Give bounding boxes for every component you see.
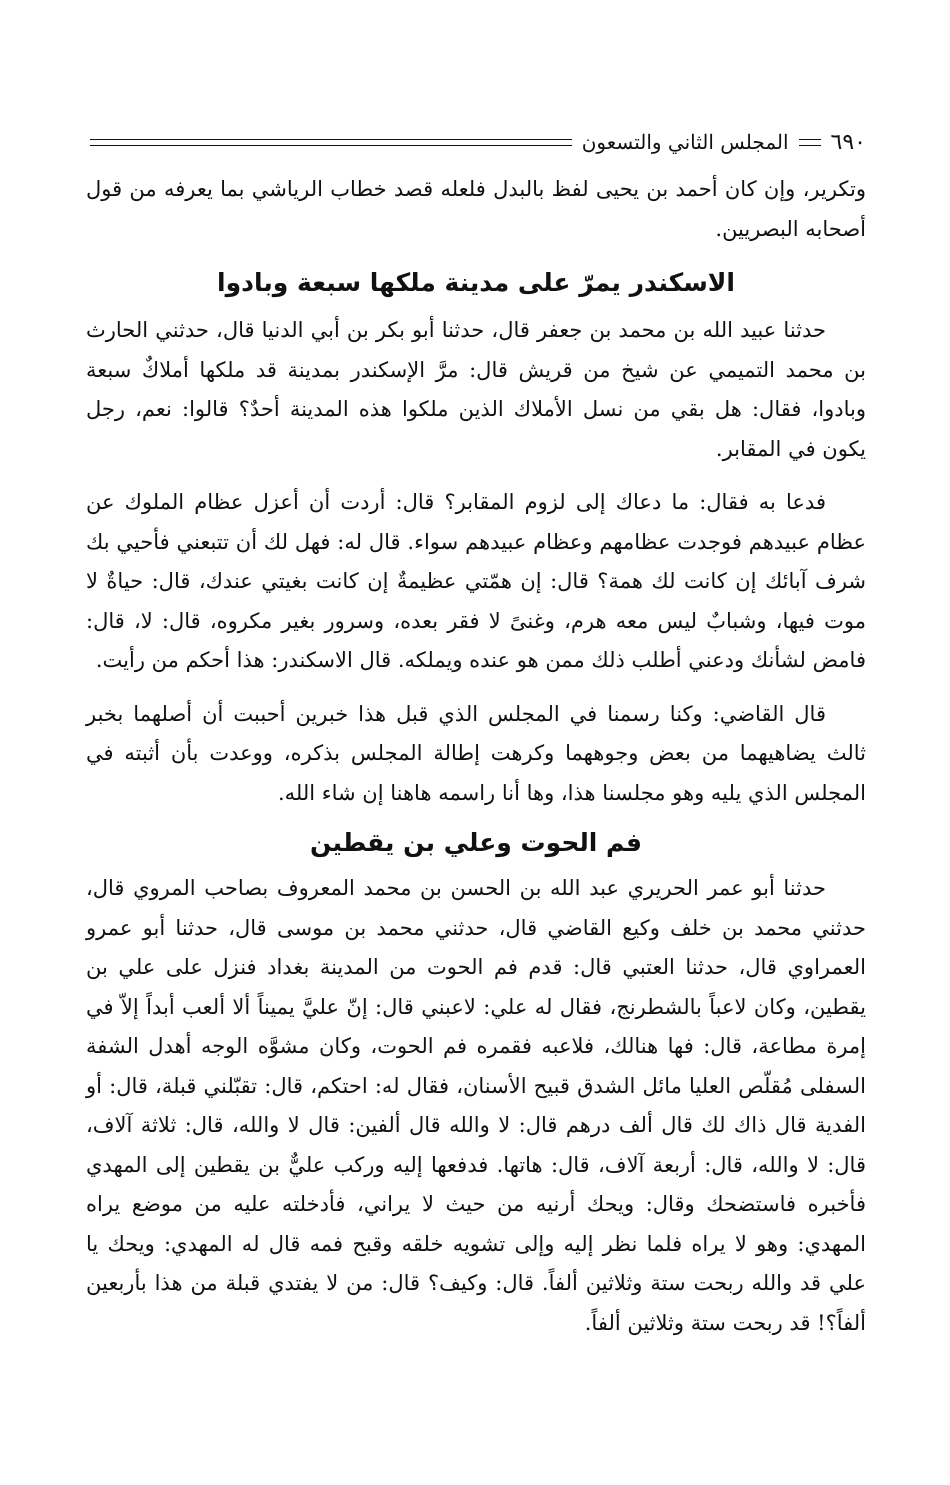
paragraph-fam-alhut: حدثنا أبو عمر الحريري عبد الله بن الحسن بن محمد المعروف بصاحب المروي قال، حدثني محمد بن خلف وكيع القاضي قال، حدثني محمد بن موسى قال، حدثنا أبو عمرو العمراوي قال، حدثنا العتبي قال: قدم فم الحوت من المدينة بغداد فنزل على علي بن يقطين، وكان لاعباً بالشطرنج، فقال له علي: لاعبني قال: إنّ عليَّ يميناً ألا ألعب أبداً إلاّ في إمرة مطاعة، قال: فها هنالك، فلاعبه فقمره فم الحوت، وكان مشوَّه الوجه أهدل الشفة السفلى مُقلّص العليا مائل الشدق قبيح الأسنان، فقال له: احتكم، قال: تقبّلني قبلة، قال: أو الفدية قال ذاك لك قال ألف درهم قال: لا والله قال ألفين: قال لا والله، قال: ثلاثة آلاف، قال: لا والله، قال: أربعة آلاف، قال: هاتها. فدفعها إليه وركب عليٌّ بن يقطين إلى المهدي فأخبره فاستضحك وقال: ويحك أرنيه من حيث لا يراني، فأدخلته عليه من موضع يراه المهدي: وهو لا يراه فلما نظر إليه وإلى تشويه خلقه وقبح فمه قال له المهدي: ويحك يا علي قد والله ربحت ستة وثلاثين ألفاً. قال: وكيف؟ قال: من لا يفتدي قبلة من هذا بأربعين ألفاً؟! قد ربحت ستة وثلاثين ألفاً. [86, 876, 866, 1335]
paragraph-alexander-2: فدعا به فقال: ما دعاك إلى لزوم المقابر؟ قال: أردت أن أعزل عظام الملوك عن عظام عبيدهم فوجدت عظامهم وعظام عبيدهم سواء. قال له: فهل لك أن تتبعني فأحيي بك شرف آبائك إن كانت لك همة؟ قال: إن همّتي عظيمةٌ إن كانت بغيتي عندك، قال: حياةٌ لا موت فيها، وشبابٌ ليس معه هرم، وغنىً لا فقر بعده، وسرور بغير مكروه، قال: لا، قال: فامض لشأنك ودعني أطلب ذلك ممن هو عنده ويملكه. قال الاسكندر: هذا أحكم من رأيت. [86, 490, 866, 672]
page-body [86, 170, 866, 1343]
running-title: المجلس الثاني والتسعون [581, 130, 789, 154]
paragraph-gap [86, 681, 866, 695]
section-heading-alexander: الاسكندر يمرّ على مدينة ملكها سبعة وبادوا [217, 268, 735, 297]
paragraph-gap [86, 469, 866, 483]
paragraph-intro: وتكرير، وإن كان أحمد بن يحيى لفظ بالبدل فلعله قصد خطاب الرياشي بما يعرفه من قول أصحابه البصريين. [86, 177, 866, 241]
header-rule-right [90, 139, 572, 146]
paragraph-alexander-1: حدثنا عبيد الله بن محمد بن جعفر قال، حدثنا أبو بكر بن أبي الدنيا قال، حدثني الحارث بن محمد التميمي عن شيخ من قريش قال: مرَّ الإسكندر بمدينة قد ملكها أملاكٌ سبعة وبادوا، فقال: هل بقي من نسل الأملاك الذين ملكوا هذه المدينة أحدٌ؟ قالوا: نعم، رجل يكون في المقابر. [86, 318, 866, 461]
header-rule-left [799, 139, 821, 146]
page-header [86, 122, 866, 162]
paragraph-judge-note: قال القاضي: وكنا رسمنا في المجلس الذي قبل هذا خبرين أحببت أن أصلهما بخبر ثالث يضاهيهما من بعض وجوههما وكرهت إطالة المجلس بذكره، ووعدت بأن أثبته في المجلس الذي يليه وهو مجلسنا هذا، وها أنا راسمه هاهنا إن شاء الله. [86, 701, 866, 805]
page-number: ٦٩٠ [830, 129, 866, 155]
section-heading-fam-alhut: فم الحوت وعلي بن يقطين [310, 828, 642, 857]
